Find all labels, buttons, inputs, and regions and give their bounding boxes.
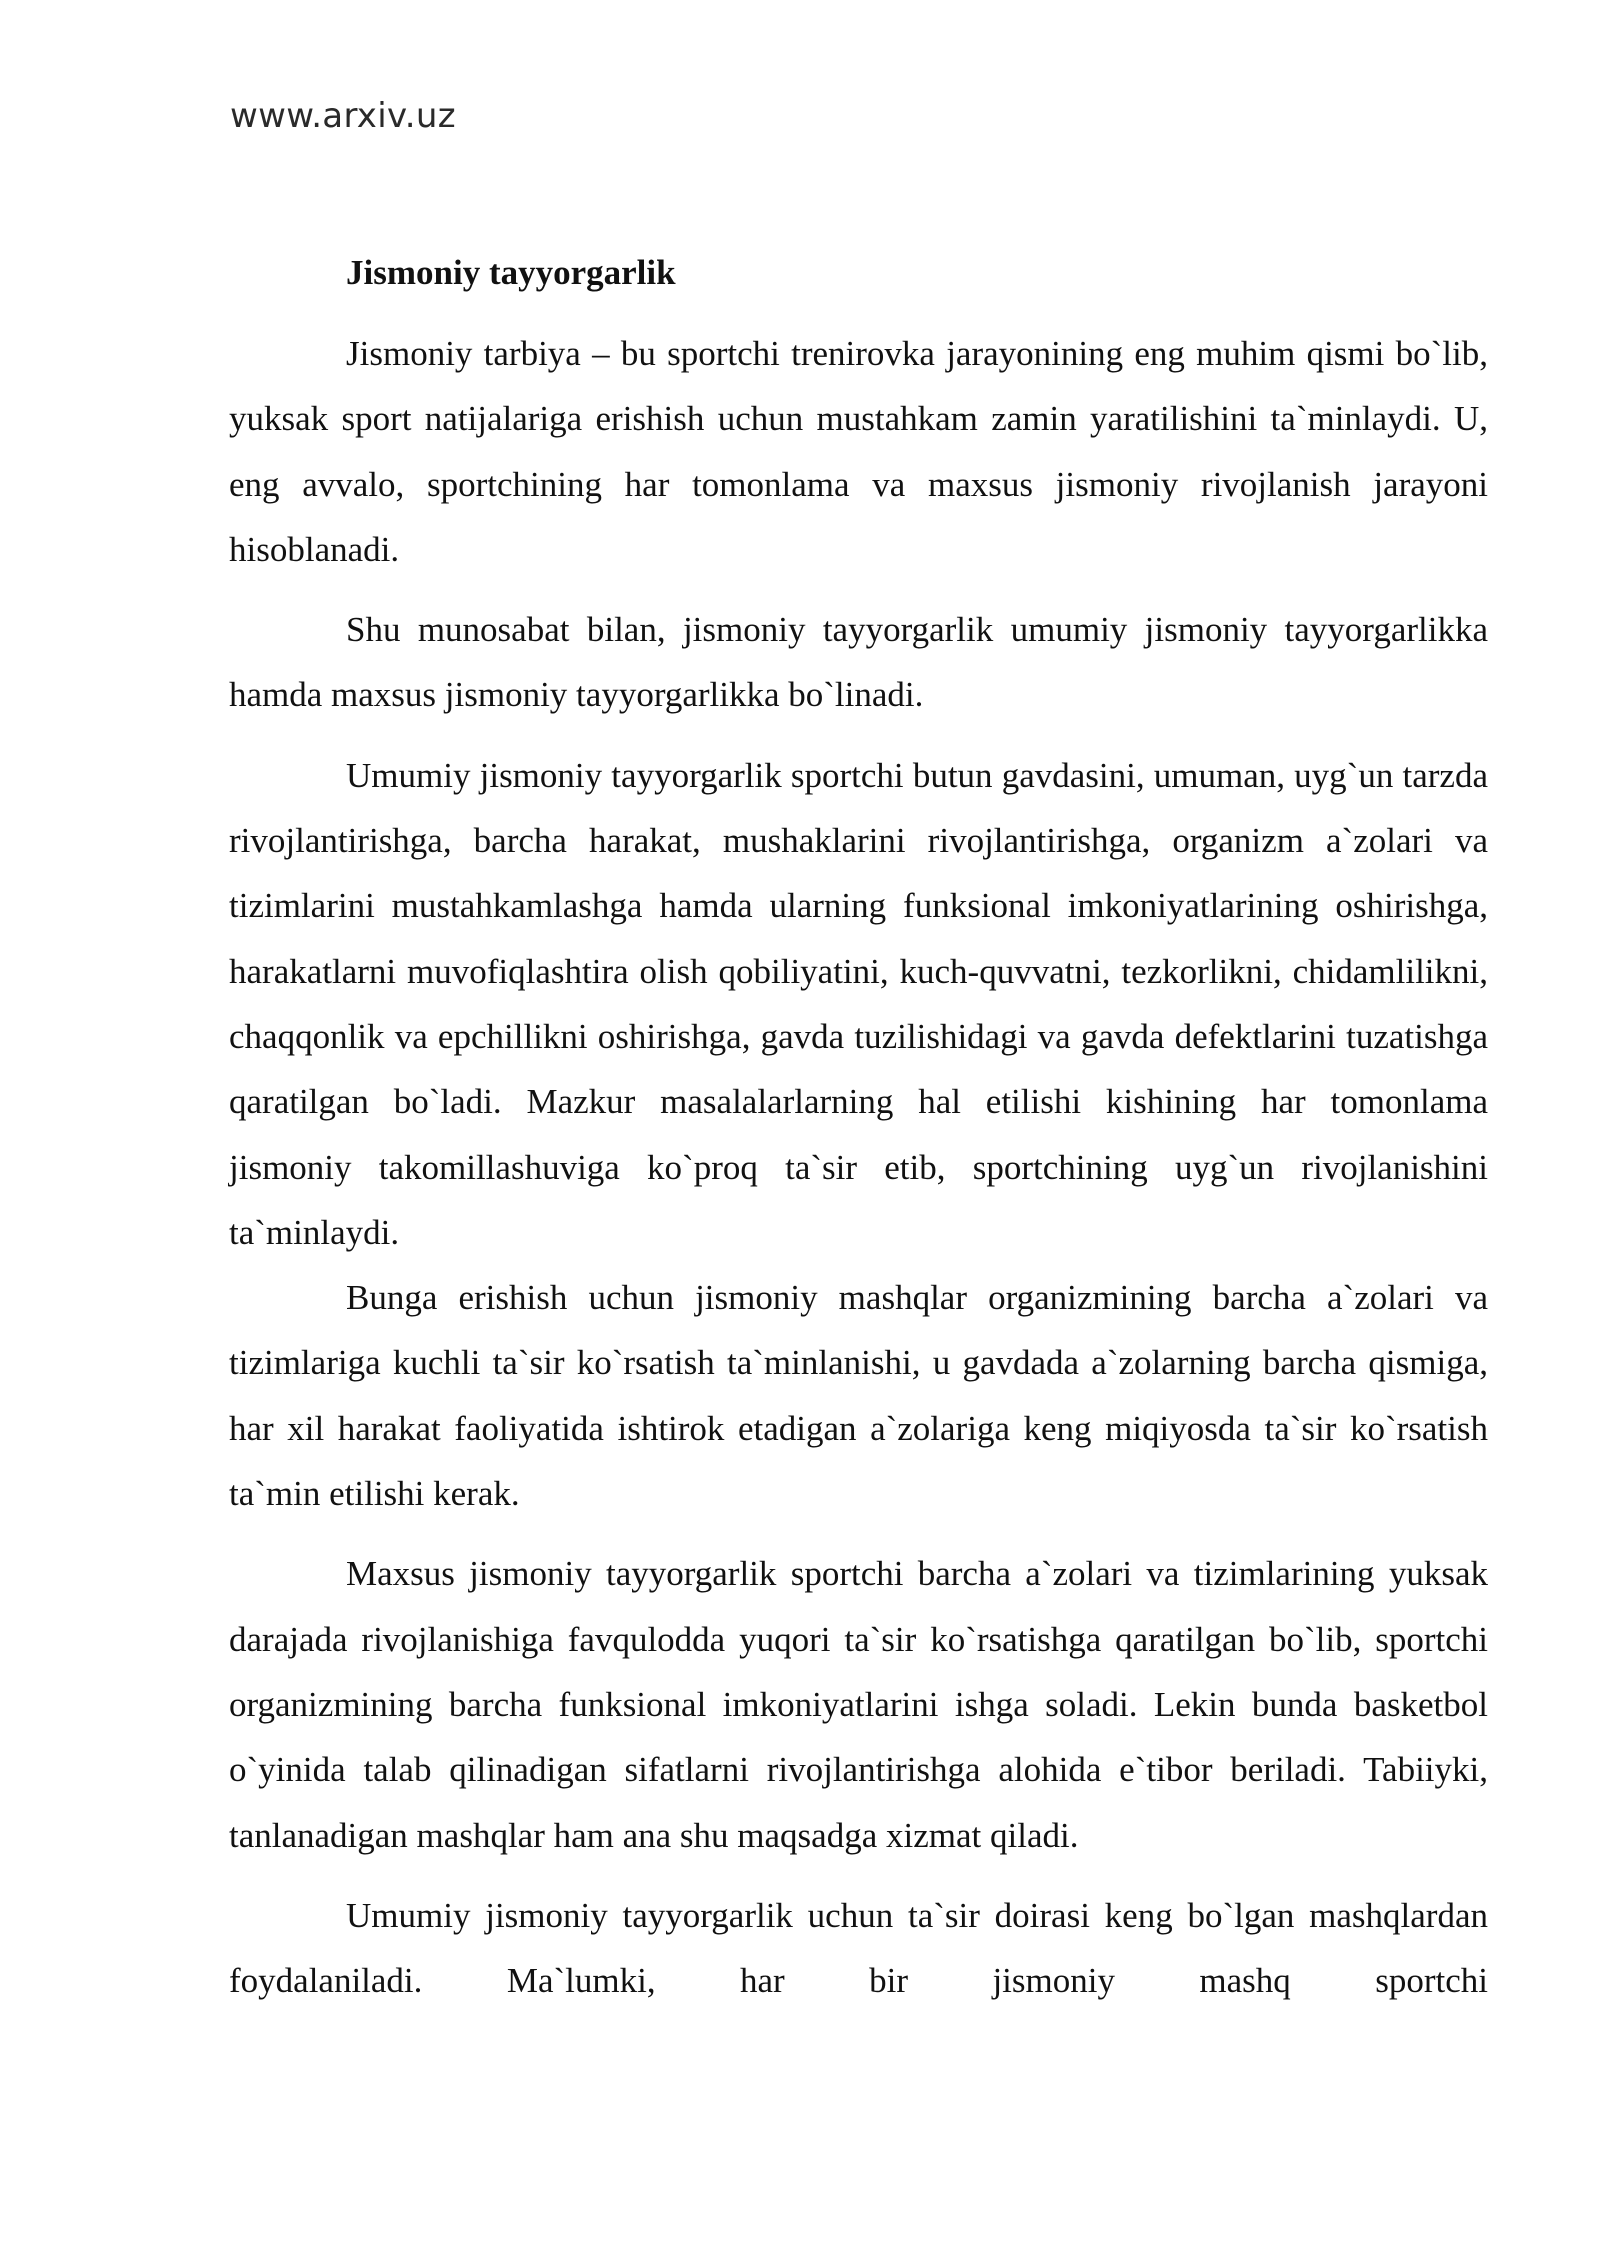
- document-body: [229, 240, 1488, 2013]
- paragraph: Maxsus jismoniy tayyorgarlik sportchi barcha a`zolari va tizimlarining yuksak darajada rivojlanishiga favqulodda yuqori ta`sir ko`rsatishga qaratilgan bo`lib, sportchi organizmining barcha funksional imkoniyatlarini ishga soladi. Lekin bunda basketbol o`yinida talab qilinadigan sifatlarni rivojlantirishga alohida e`tibor beriladi. Tabiiyki, tanlanadigan mashqlar ham ana shu maqsadga xizmat qiladi.: [229, 1554, 1488, 1855]
- site-header: www.arxiv.uz: [230, 96, 456, 136]
- paragraph: Umumiy jismoniy tayyorgarlik uchun ta`sir doirasi keng bo`lgan mashqlardan foydalaniladi. Ma`lumki, har bir jismoniy mashq sportchi: [229, 1895, 1488, 2001]
- paragraph: Jismoniy tarbiya – bu sportchi trenirovka jarayonining eng muhim qismi bo`lib, yuksak sport natijalariga erishish uchun mustahkam zamin yaratilishini ta`minlaydi. U, eng avvalo, sportchining har tomonlama va maxsus jismoniy rivojlanish jarayoni hisoblanadi.: [229, 334, 1488, 569]
- paragraph: Shu munosabat bilan, jismoniy tayyorgarlik umumiy jismoniy tayyorgarlikka hamda maxsus jismoniy tayyorgarlikka bo`linadi.: [229, 610, 1488, 715]
- document-title: Jismoniy tayyorgarlik: [346, 253, 676, 292]
- paragraph: Umumiy jismoniy tayyorgarlik sportchi butun gavdasini, umuman, uyg`un tarzda rivojlantirishga, barcha harakat, mushaklarini rivojlantirishga, organizm a`zolari va tizimlarini mustahkamlashga hamda ularning funksional imkoniyatlarining oshirishga, harakatlarni muvofiqlashtira olish qobiliyatini, kuch-quvvatni, tezkorlikni, chidamlilikni, chaqqonlik va epchillikni oshirishga, gavda tuzilishidagi va gavda defektlarini tuzatishga qaratilgan bo`ladi. Mazkur masalalarlarning hal etilishi kishining har tomonlama jismoniy takomillashuviga ko`proq ta`sir etib, sportchining uyg`un rivojlanishini ta`minlaydi.: [229, 755, 1488, 1252]
- paragraph: Bunga erishish uchun jismoniy mashqlar organizmining barcha a`zolari va tizimlariga kuchli ta`sir ko`rsatish ta`minlanishi, u gavdada a`zolarning barcha qismiga, har xil harakat faoliyatida ishtirok etadigan a`zolariga keng miqiyosda ta`sir ko`rsatish ta`min etilishi kerak.: [229, 1278, 1488, 1514]
